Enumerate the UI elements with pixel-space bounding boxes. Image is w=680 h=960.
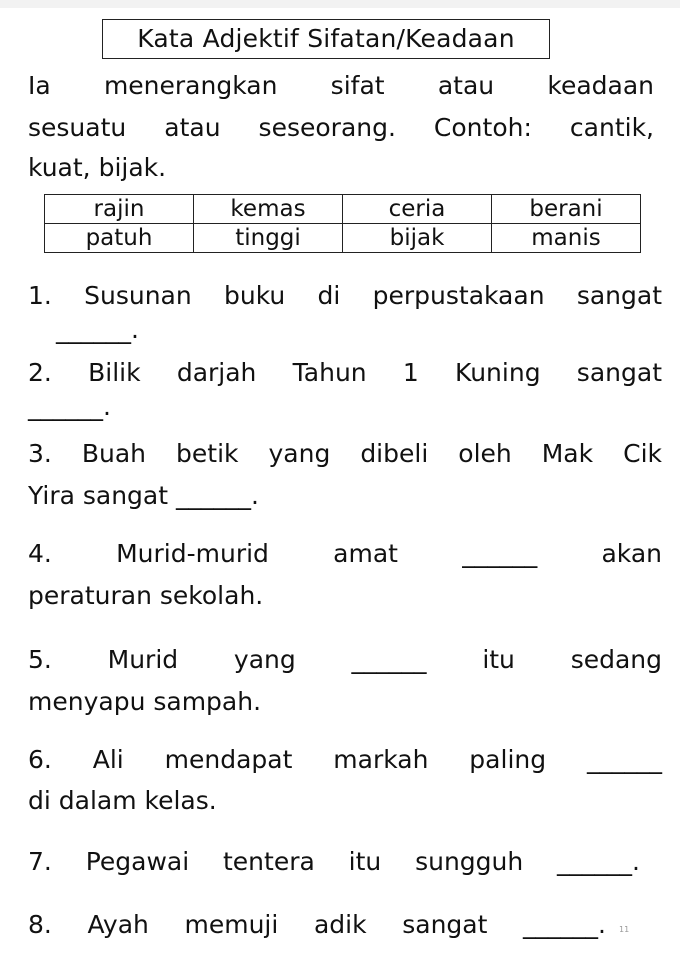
intro-line-2: sesuatu atau seseorang. Contoh: cantik, (28, 113, 654, 142)
question-5-line-2: menyapu sampah. (28, 687, 262, 716)
table-cell: berani (492, 195, 641, 224)
question-6-line-1: 6. Ali mendapat markah paling ______ (28, 745, 662, 774)
question-4-line-1: 4. Murid-murid amat ______ akan (28, 539, 662, 568)
question-4-line-2: peraturan sekolah. (28, 581, 264, 610)
table-row (45, 224, 641, 253)
question-3-line-1: 3. Buah betik yang dibeli oleh Mak Cik (28, 439, 662, 468)
top-bar (0, 0, 680, 8)
question-1-line-1: 1. Susunan buku di perpustakaan sangat (28, 281, 662, 310)
question-8-line-1: 8. Ayah memuji adik sangat ______. (28, 910, 606, 939)
table-cell: ceria (343, 195, 492, 224)
table-cell: patuh (45, 224, 194, 253)
question-7-line-1: 7. Pegawai tentera itu sungguh ______. (28, 847, 640, 876)
table-cell: rajin (45, 195, 194, 224)
adjective-word-table (44, 194, 641, 253)
question-2-line-2: ______. (28, 392, 111, 421)
worksheet-title: Kata Adjektif Sifatan/Keadaan (102, 19, 550, 59)
page-number: 11 (619, 925, 630, 934)
question-1-line-2: ______. (56, 315, 139, 344)
question-5-line-1: 5. Murid yang ______ itu sedang (28, 645, 662, 674)
question-2-line-1: 2. Bilik darjah Tahun 1 Kuning sangat (28, 358, 662, 387)
intro-line-1: Ia menerangkan sifat atau keadaan (28, 71, 654, 100)
intro-line-3: kuat, bijak. (28, 153, 167, 182)
table-row (45, 195, 641, 224)
question-6-line-2: di dalam kelas. (28, 786, 217, 815)
table-cell: manis (492, 224, 641, 253)
question-3-line-2: Yira sangat ______. (28, 481, 259, 510)
table-cell: tinggi (194, 224, 343, 253)
table-cell: kemas (194, 195, 343, 224)
table-cell: bijak (343, 224, 492, 253)
